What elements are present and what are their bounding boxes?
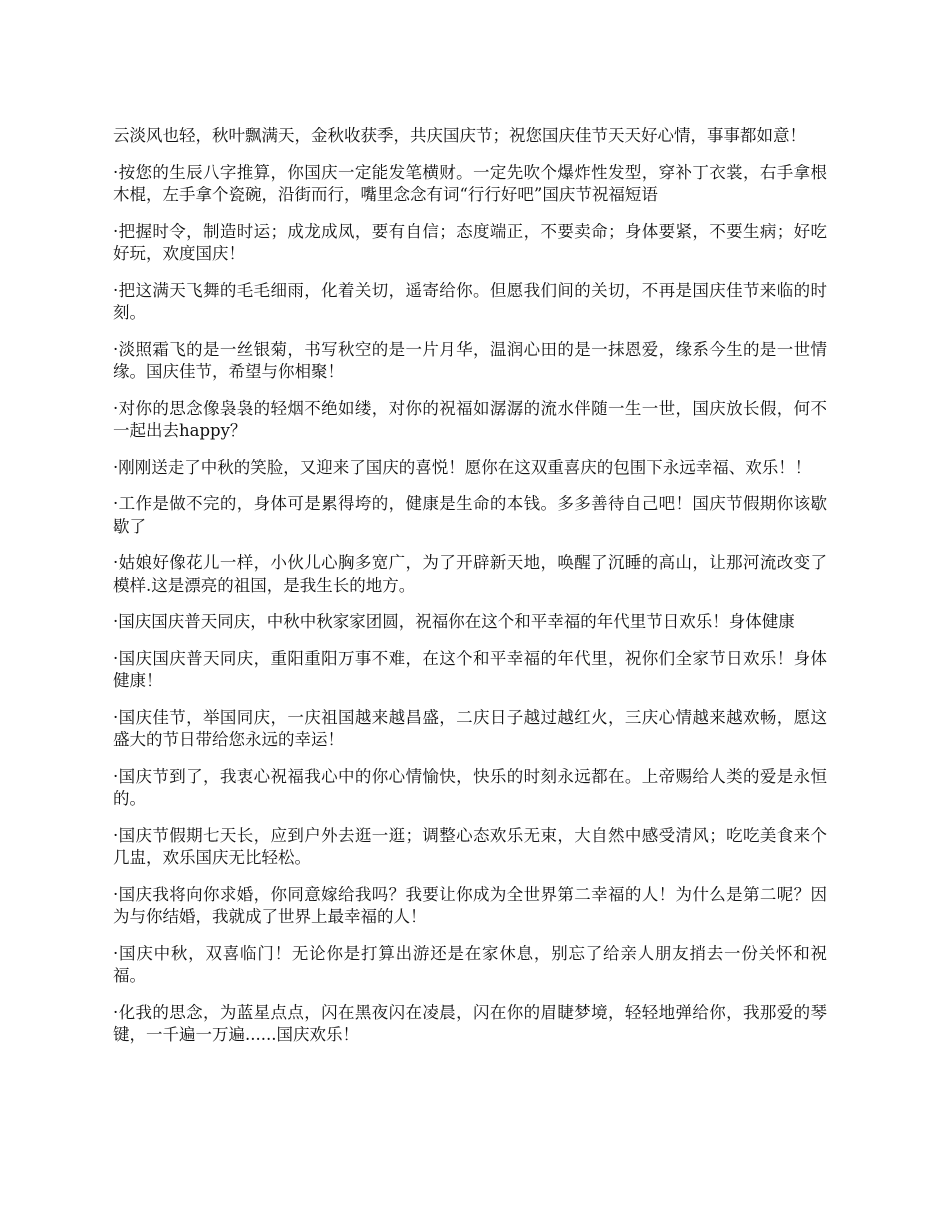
paragraph-2: ·按您的生辰八字推算，你国庆一定能发笔横财。一定先吹个爆炸性发型，穿补丁衣裳，右手拿根木棍，左手拿个瓷碗，沿街而行，嘴里念念有词“行行好吧”国庆节祝福短语: [113, 162, 827, 204]
paragraph-15: ·国庆我将向你求婚，你同意嫁给我吗？我要让你成为全世界第二幸福的人！为什么是第二呢？因为与你结婚，我就成了世界上最幸福的人！: [113, 884, 827, 926]
paragraph-13: ·国庆节到了，我衷心祝福我心中的你心情愉快，快乐的时刻永远都在。上帝赐给人类的爱是永恒的。: [113, 766, 827, 808]
paragraph-14: ·国庆节假期七天长，应到户外去逛一逛；调整心态欢乐无束，大自然中感受清风；吃吃美食来个几盅，欢乐国庆无比轻松。: [113, 825, 827, 867]
paragraph-12: ·国庆佳节，举国同庆，一庆祖国越来越昌盛，二庆日子越过越红火，三庆心情越来越欢畅，愿这盛大的节日带给您永远的幸运！: [113, 707, 827, 749]
paragraph-17: ·化我的思念，为蓝星点点，闪在黑夜闪在凌晨，闪在你的眉睫梦境，轻轻地弹给你，我那爱的琴键，一千遍一万遍......国庆欢乐！: [113, 1002, 827, 1044]
paragraph-5: ·淡照霜飞的是一丝银菊，书写秋空的是一片月华，温润心田的是一抹恩爱，缘系今生的是一世情缘。国庆佳节，希望与你相聚！: [113, 339, 827, 381]
paragraph-11: ·国庆国庆普天同庆，重阳重阳万事不难，在这个和平幸福的年代里，祝你们全家节日欢乐！身体健康！: [113, 648, 827, 690]
paragraph-16: ·国庆中秋，双喜临门！无论你是打算出游还是在家休息，别忘了给亲人朋友捎去一份关怀和祝福。: [113, 943, 827, 985]
paragraph-4: ·把这满天飞舞的毛毛细雨，化着关切，遥寄给你。但愿我们间的关切，不再是国庆佳节来临的时刻。: [113, 280, 827, 322]
paragraph-3: ·把握时令，制造时运；成龙成凤，要有自信；态度端正，不要卖命；身体要紧，不要生病；好吃好玩，欢度国庆！: [113, 221, 827, 263]
paragraph-10: ·国庆国庆普天同庆，中秋中秋家家团圆，祝福你在这个和平幸福的年代里节日欢乐！身体健康: [113, 612, 795, 631]
document-page: [113, 125, 827, 1061]
paragraph-8: ·工作是做不完的，身体可是累得垮的，健康是生命的本钱。多多善待自己吧！国庆节假期你该歇歇了: [113, 494, 827, 536]
paragraph-7: ·刚刚送走了中秋的笑脸，又迎来了国庆的喜悦！愿你在这双重喜庆的包围下永远幸福、欢乐！！: [113, 457, 812, 477]
paragraph-6: ·对你的思念像袅袅的轻烟不绝如缕，对你的祝福如潺潺的流水伴随一生一世，国庆放长假，何不一起出去happy？: [113, 398, 827, 440]
paragraph-1: 云淡风也轻，秋叶飘满天，金秋收获季，共庆国庆节；祝您国庆佳节天天好心情，事事都如意！: [113, 126, 806, 145]
paragraph-9: ·姑娘好像花儿一样，小伙儿心胸多宽广，为了开辟新天地，唤醒了沉睡的高山，让那河流改变了模样.这是漂亮的祖国，是我生长的地方。: [113, 553, 827, 595]
